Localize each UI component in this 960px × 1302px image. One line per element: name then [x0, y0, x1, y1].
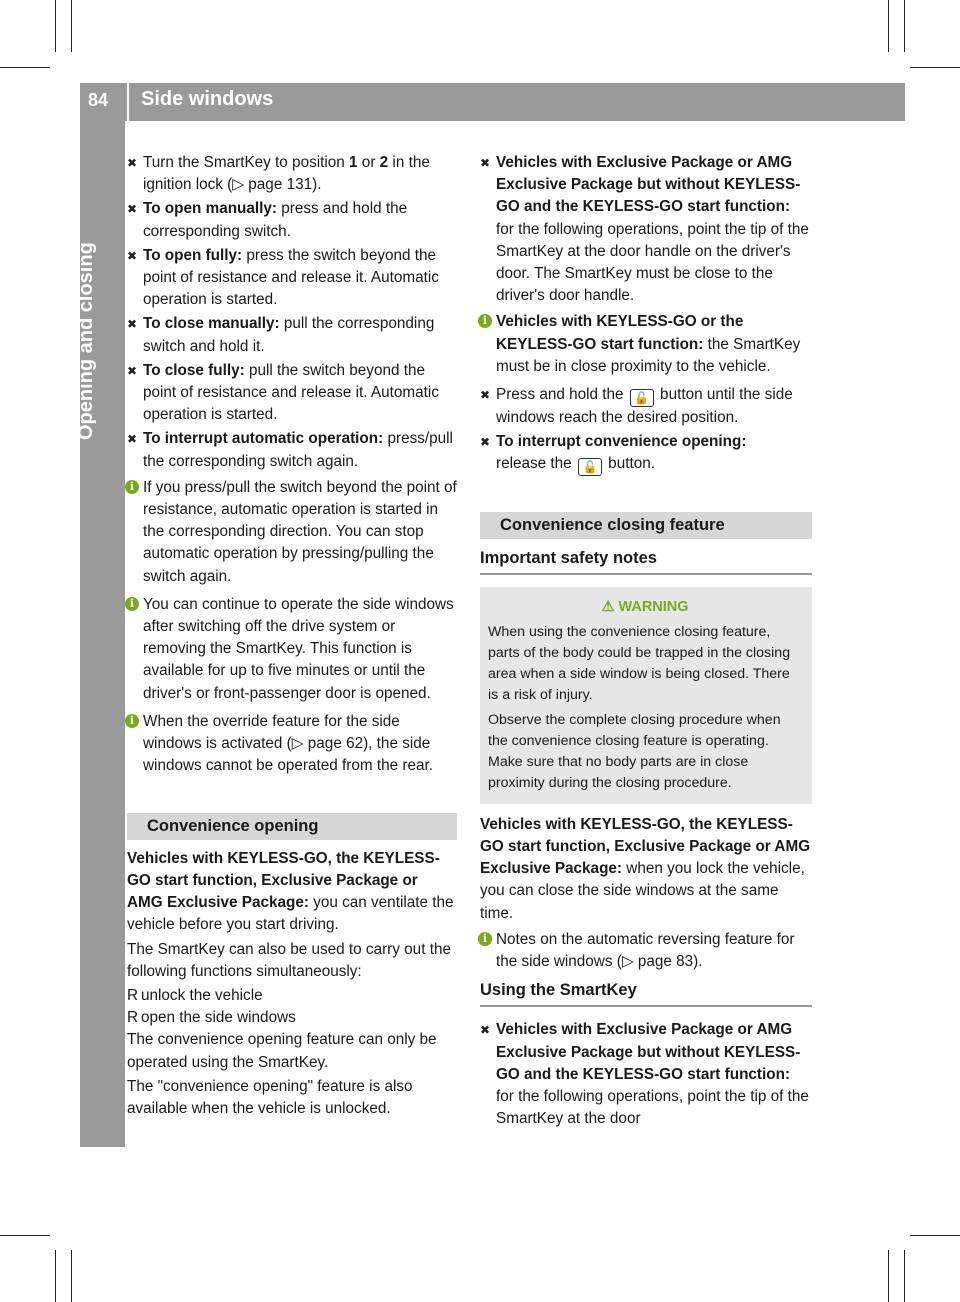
info-note: i When the override feature for the side windows is activated (▷ page 62), the side windows cannot be operated from the rear. [127, 711, 457, 778]
arrow-icon: ✖ [480, 388, 491, 403]
warning-icon: ⚠ [601, 598, 615, 615]
arrow-icon: ✖ [127, 202, 138, 217]
right-column [480, 152, 812, 1132]
left-column [127, 152, 457, 1122]
instruction-step: ✖ Vehicles with Exclusive Package or AMG Exclusive Package but without KEYLESS-GO and the KEYLESS-GO start function: for the following operations, point the tip of the SmartKey at the door handle on the driver's door. The SmartKey must be close to the driver's door handle. [480, 154, 809, 305]
unlock-key-icon: 🔓 [630, 389, 654, 407]
list-item: R unlock the vehicle [127, 985, 457, 1007]
instruction-step: ✖ Press and hold the 🔓 button until the side windows reach the desired position. [480, 386, 793, 427]
arrow-icon: ✖ [480, 435, 491, 450]
subsection-heading: Using the SmartKey [480, 979, 812, 1007]
crop-mark [71, 0, 72, 52]
info-note: i If you press/pull the switch beyond the point of resistance, automatic operation is started in the corresponding direction. You can stop automatic operation by pressing/pulling the switch again. [127, 477, 457, 588]
info-icon: i [478, 314, 492, 328]
crop-mark [904, 0, 905, 52]
crop-mark [0, 1235, 50, 1236]
info-icon: i [125, 480, 139, 494]
instruction-step: ✖ To open fully: press the switch beyond the point of resistance and release it. Automatic operation is started. [127, 246, 439, 309]
page-ref-link[interactable]: page 83). [633, 953, 703, 971]
section-heading: Convenience closing feature [480, 512, 812, 538]
arrow-icon: ✖ [127, 363, 138, 378]
info-note: i You can continue to operate the side windows after switching off the drive system or removing the SmartKey. This function is available for up to five minutes or until the driver's or front-passenger door is opened. [127, 594, 457, 705]
instruction-step: ✖ To interrupt convenience opening: release the 🔓 button. [480, 433, 747, 475]
chapter-title: Opening and closing [75, 242, 97, 440]
arrow-icon: ✖ [127, 317, 138, 332]
warning-title: ⚠ WARNING [601, 598, 689, 615]
crop-mark [55, 1250, 56, 1302]
warning-box [480, 587, 812, 804]
crop-mark [71, 1250, 72, 1302]
instruction-step: ✖ To interrupt automatic operation: press/pull the corresponding switch again. [127, 430, 453, 470]
section-title: Side windows [141, 88, 274, 110]
bullet-icon: R [127, 1009, 139, 1027]
arrow-icon: ✖ [480, 1023, 491, 1038]
arrow-icon: ✖ [127, 432, 138, 447]
paragraph: The SmartKey can also be used to carry out the following functions simultaneously: [127, 940, 451, 980]
instruction-step: ✖ To open manually: press and hold the corresponding switch. [127, 200, 408, 240]
instruction-step: ✖ To close manually: pull the corresponding switch and hold it. [127, 315, 435, 355]
crop-mark [888, 0, 889, 52]
crop-mark [910, 67, 960, 68]
page-ref-icon: ▷ [621, 953, 634, 971]
info-icon: i [125, 714, 139, 728]
paragraph: Vehicles with KEYLESS-GO, the KEYLESS-GO start function, Exclusive Package or AMG Exclusive Package: when you lock the vehicle, you can close the side windows at the same time. [480, 815, 811, 922]
page-ref-link[interactable]: page 62), the side windows cannot be operated from the rear. [143, 735, 433, 775]
crop-mark [0, 67, 50, 68]
page-ref-link[interactable]: page 131). [244, 176, 322, 194]
page-ref-icon: ▷ [291, 735, 304, 753]
paragraph: Vehicles with KEYLESS-GO, the KEYLESS-GO start function, Exclusive Package or AMG Exclusive Package: you can ventilate the vehicle before you start driving. [127, 849, 454, 934]
header-divider [127, 83, 129, 121]
paragraph: The convenience opening feature can only be operated using the SmartKey. [127, 1031, 437, 1071]
arrow-icon: ✖ [480, 156, 491, 170]
info-icon: i [125, 597, 139, 611]
page-number: 84 [88, 90, 109, 110]
crop-mark [888, 1250, 889, 1302]
instruction-step: ✖ Vehicles with Exclusive Package or AMG Exclusive Package but without KEYLESS-GO and the KEYLESS-GO start function: for the following operations, point the tip of the SmartKey at the door [480, 1021, 809, 1128]
unlock-key-icon: 🔓 [578, 458, 602, 476]
crop-mark [904, 1250, 905, 1302]
crop-mark [55, 0, 56, 52]
arrow-icon: ✖ [127, 248, 138, 263]
warning-text: Observe the complete closing procedure when the convenience closing feature is operating. Make sure that no body parts are in close proximity during the closing procedure. [488, 711, 781, 791]
paragraph: The "convenience opening" feature is also available when the vehicle is unlocked. [127, 1077, 413, 1117]
crop-mark [910, 1235, 960, 1236]
instruction-step: ✖ Turn the SmartKey to position 1 or 2 in the ignition lock (▷ page 131). [127, 154, 430, 194]
page-ref-icon: ▷ [232, 176, 245, 194]
info-note: i Vehicles with KEYLESS-GO or the KEYLESS-GO start function: the SmartKey must be in close proximity to the vehicle. [480, 311, 812, 378]
warning-text: When using the convenience closing feature, parts of the body could be trapped in the closing area when a side window is being closed. There is a risk of injury. [488, 623, 791, 703]
bullet-icon: R [127, 986, 139, 1004]
list-item: R open the side windows [127, 1007, 457, 1029]
subsection-heading: Important safety notes [480, 547, 812, 575]
section-heading: Convenience opening [127, 813, 457, 839]
info-icon: i [478, 932, 492, 946]
instruction-step: ✖ To close fully: pull the switch beyond the point of resistance and release it. Automatic operation is started. [127, 361, 439, 424]
info-note: i Notes on the automatic reversing feature for the side windows (▷ page 83). [480, 929, 812, 973]
arrow-icon: ✖ [127, 156, 138, 170]
